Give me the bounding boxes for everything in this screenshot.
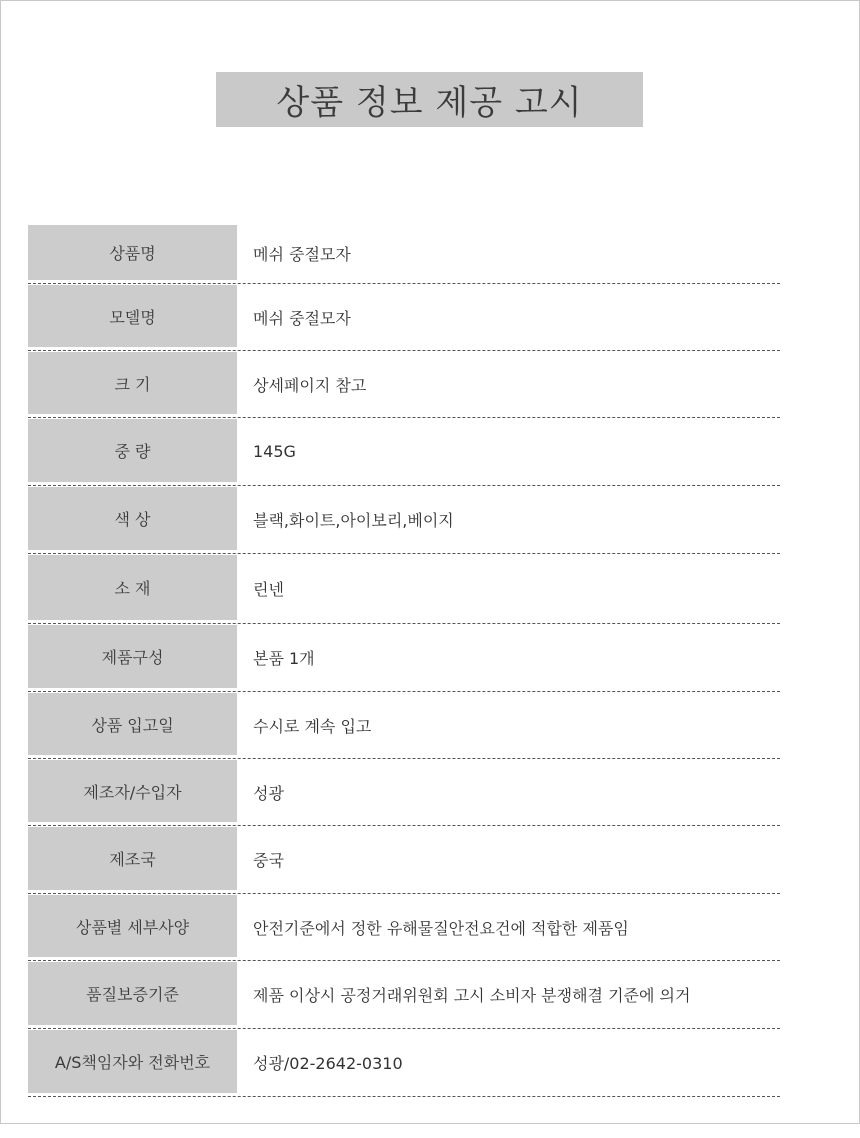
row-value: 메쉬 중절모자 (253, 245, 351, 264)
row-value: 린넨 (253, 580, 284, 599)
row-label: 상품 입고일 (28, 693, 237, 755)
table-row (28, 284, 780, 351)
row-value: 상세페이지 참고 (253, 375, 367, 395)
table-row (28, 894, 780, 961)
table-row (28, 486, 780, 554)
table-row (28, 418, 780, 486)
table-row (28, 554, 780, 624)
row-label: 상품별 세부사양 (28, 895, 237, 957)
row-label: 품질보증기준 (28, 962, 237, 1025)
row-value: 성광/02-2642-0310 (253, 1054, 403, 1073)
product-info-table (28, 224, 780, 1097)
row-value: 제품 이상시 공정거래위원회 고시 소비자 분쟁해결 기준에 의거 (253, 986, 691, 1005)
table-row (28, 961, 780, 1029)
table-row (28, 224, 780, 284)
row-label: 제조국 (28, 827, 237, 890)
table-row (28, 759, 780, 826)
table-row (28, 692, 780, 759)
row-label: A/S책임자와 전화번호 (28, 1030, 237, 1093)
row-label: 제품구성 (28, 625, 237, 688)
row-label: 색 상 (28, 487, 237, 550)
row-value: 성광 (253, 783, 284, 803)
row-value: 본품 1개 (253, 649, 315, 668)
row-label: 제조자/수입자 (28, 760, 237, 822)
row-value: 메쉬 중절모자 (253, 308, 351, 328)
table-row (28, 624, 780, 692)
table-row (28, 826, 780, 894)
row-label: 모델명 (28, 285, 237, 347)
title-banner (216, 72, 643, 127)
row-value: 수시로 계속 입고 (253, 716, 372, 736)
table-row (28, 351, 780, 418)
row-value: 중국 (253, 851, 284, 870)
row-label: 중 량 (28, 419, 237, 482)
row-value: 145G (253, 442, 296, 461)
table-row (28, 1029, 780, 1097)
row-label: 소 재 (28, 555, 237, 620)
page-title: 상품 정보 제공 고시 (276, 83, 583, 123)
row-label: 크 기 (28, 352, 237, 414)
row-value: 안전기준에서 정한 유해물질안전요건에 적합한 제품임 (253, 918, 629, 938)
row-value: 블랙,화이트,아이보리,베이지 (253, 511, 454, 530)
row-label: 상품명 (28, 225, 237, 280)
